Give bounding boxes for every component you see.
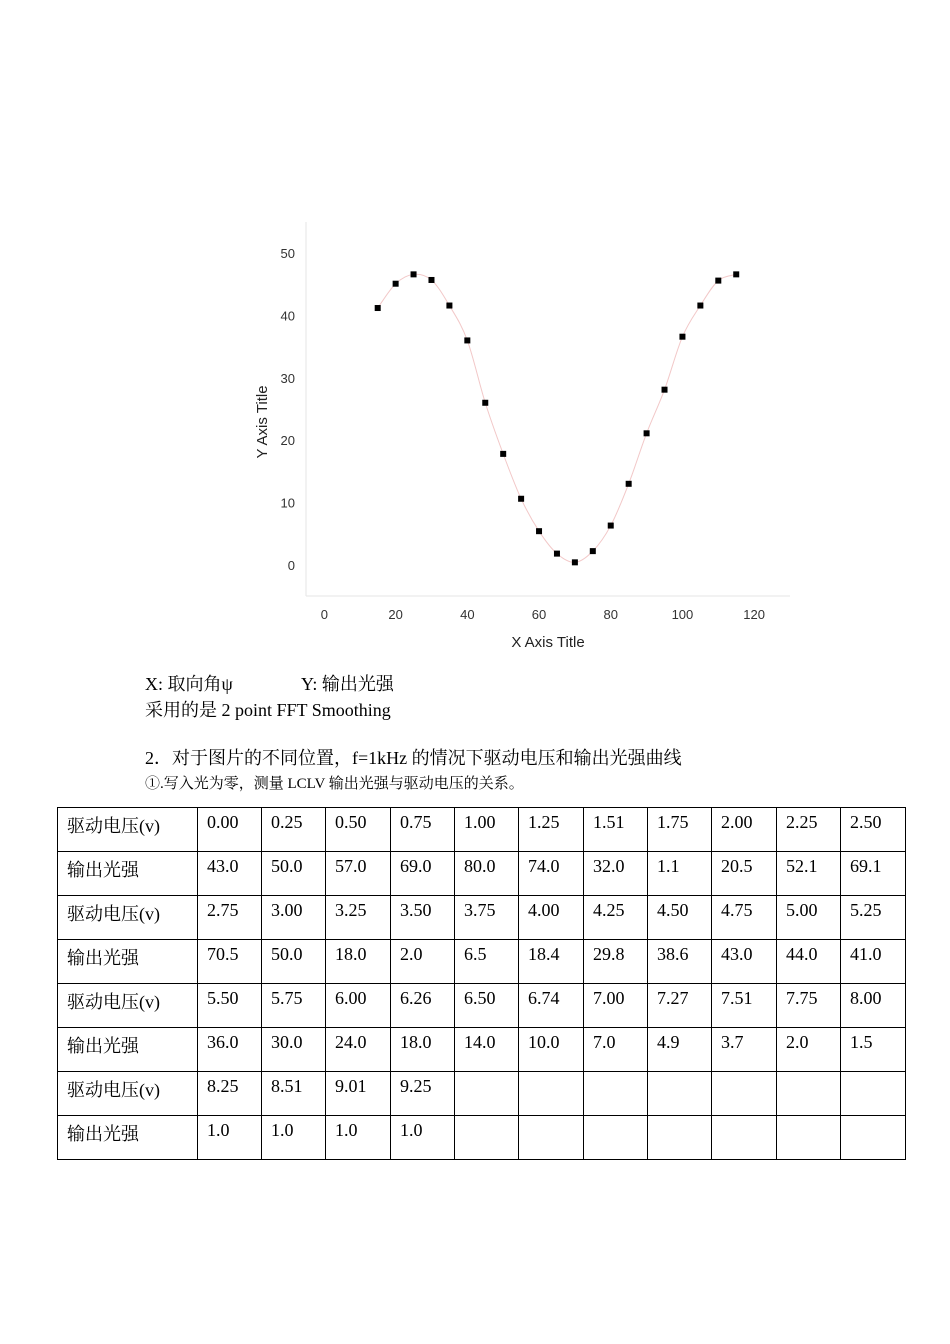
data-point [733,271,739,277]
row-header-cell: 驱动电压(v) [58,896,198,940]
table-cell: 2.50 [841,808,906,852]
table-cell: 1.0 [391,1116,455,1160]
table-cell: 0.75 [391,808,455,852]
table-row [58,940,906,984]
table-cell [584,1116,648,1160]
table-cell: 8.25 [198,1072,262,1116]
chart-ticks [281,246,765,622]
table-cell [519,1116,584,1160]
table-cell: 4.00 [519,896,584,940]
table-row [58,808,906,852]
table-cell: 57.0 [326,852,391,896]
table-cell: 18.4 [519,940,584,984]
table-cell: 7.51 [712,984,777,1028]
data-point [536,528,542,534]
x-tick-label: 40 [460,607,475,622]
voltage-intensity-table [57,807,906,1160]
smoothing-note: 采用的是 2 point FFT Smoothing [145,700,391,720]
table-cell: 3.50 [391,896,455,940]
table-cell: 6.26 [391,984,455,1028]
data-point [375,305,381,311]
data-point [393,281,399,287]
scatter-chart [0,0,950,670]
table-cell: 1.1 [648,852,712,896]
table-cell: 32.0 [584,852,648,896]
table-cell: 3.7 [712,1028,777,1072]
table-cell [777,1116,841,1160]
table-cell: 41.0 [841,940,906,984]
table-cell: 5.25 [841,896,906,940]
data-point [679,334,685,340]
data-point [608,523,614,529]
y-tick-label: 20 [280,433,295,449]
table-cell: 9.01 [326,1072,391,1116]
table-cell: 69.1 [841,852,906,896]
data-point [428,277,434,283]
table-cell: 1.0 [262,1116,326,1160]
table-cell: 6.5 [455,940,519,984]
table-cell [519,1072,584,1116]
section-heading: 2．对于图片的不同位置，f=1kHz 的情况下驱动电压和输出光强曲线 [145,748,682,768]
table-cell: 9.25 [391,1072,455,1116]
y-tick-label: 30 [280,370,295,386]
table-cell: 10.0 [519,1028,584,1072]
row-header-cell: 输出光强 [58,852,198,896]
table-row [58,1072,906,1116]
x-tick-label: 20 [388,607,403,622]
x-tick-label: 120 [743,607,765,622]
table-cell: 3.25 [326,896,391,940]
row-header-cell: 输出光强 [58,1028,198,1072]
table-cell: 5.00 [777,896,841,940]
table-cell: 4.75 [712,896,777,940]
x-caption: X: 取向角ψ [145,674,233,694]
row-header-cell: 输出光强 [58,1116,198,1160]
table-cell: 6.74 [519,984,584,1028]
table-cell: 36.0 [198,1028,262,1072]
x-tick-label: 0 [320,607,329,622]
table-cell: 29.8 [584,940,648,984]
table-cell: 30.0 [262,1028,326,1072]
table-cell [841,1116,906,1160]
table-cell: 7.27 [648,984,712,1028]
table-cell: 14.0 [455,1028,519,1072]
data-point [518,496,524,502]
row-header-cell: 驱动电压(v) [58,808,198,852]
data-point [590,548,596,554]
table-cell: 2.0 [777,1028,841,1072]
table-cell: 2.0 [391,940,455,984]
table-cell: 7.00 [584,984,648,1028]
table-row [58,1028,906,1072]
data-point [572,559,578,565]
data-point [662,387,668,393]
y-tick-label: 0 [287,557,295,573]
series-smooth-line [378,274,737,562]
table-cell: 5.75 [262,984,326,1028]
table-cell [584,1072,648,1116]
y-tick-label: 10 [280,495,295,511]
table-cell: 44.0 [777,940,841,984]
table-cell: 24.0 [326,1028,391,1072]
data-points [375,271,740,565]
table-cell: 74.0 [519,852,584,896]
table-cell: 2.25 [777,808,841,852]
table-cell: 52.1 [777,852,841,896]
table-cell: 50.0 [262,852,326,896]
table-cell: 4.9 [648,1028,712,1072]
table-cell [841,1072,906,1116]
x-tick-label: 100 [671,607,694,622]
data-point [626,481,632,487]
table-cell: 1.0 [326,1116,391,1160]
table-cell: 4.25 [584,896,648,940]
table-cell: 43.0 [712,940,777,984]
table-cell: 0.25 [262,808,326,852]
table-cell [648,1116,712,1160]
table-cell: 1.51 [584,808,648,852]
section-subheading: ①.写入光为零，测量 LCLV 输出光强与驱动电压的关系。 [145,776,524,792]
data-point [715,278,721,284]
table-cell: 70.5 [198,940,262,984]
row-header-cell: 驱动电压(v) [58,1072,198,1116]
row-header-cell: 驱动电压(v) [58,984,198,1028]
table-cell [712,1116,777,1160]
table-cell: 8.00 [841,984,906,1028]
table-cell [455,1116,519,1160]
table-cell: 6.00 [326,984,391,1028]
table-cell: 7.0 [584,1028,648,1072]
table-cell: 80.0 [455,852,519,896]
data-point [411,271,417,277]
table-cell [712,1072,777,1116]
table-cell: 69.0 [391,852,455,896]
table-cell [777,1072,841,1116]
row-header-cell: 输出光强 [58,940,198,984]
table-cell: 4.50 [648,896,712,940]
table-cell: 7.75 [777,984,841,1028]
data-point [644,430,650,436]
y-tick-label: 50 [280,246,295,262]
table-cell: 6.50 [455,984,519,1028]
table-cell: 50.0 [262,940,326,984]
y-caption: Y: 输出光强 [301,674,394,694]
table-cell [648,1072,712,1116]
table-cell: 1.75 [648,808,712,852]
table-cell: 3.00 [262,896,326,940]
smoothed-curve [378,274,737,562]
table-row [58,852,906,896]
table-cell: 18.0 [391,1028,455,1072]
data-point [464,337,470,343]
table-cell: 1.5 [841,1028,906,1072]
data-point [554,551,560,557]
data-point [446,303,452,309]
y-tick-label: 40 [280,308,295,324]
table-cell [455,1072,519,1116]
table-cell: 1.0 [198,1116,262,1160]
table-cell: 2.75 [198,896,262,940]
x-tick-label: 80 [603,607,618,622]
table-cell: 38.6 [648,940,712,984]
table-cell: 3.75 [455,896,519,940]
table-cell: 1.00 [455,808,519,852]
table-cell: 43.0 [198,852,262,896]
data-point [482,400,488,406]
data-point [697,303,703,309]
table-cell: 2.00 [712,808,777,852]
table-cell: 0.50 [326,808,391,852]
x-tick-label: 60 [531,607,547,622]
y-axis-title: Y Axis Title [254,385,271,459]
table-cell: 5.50 [198,984,262,1028]
x-axis-title: X Axis Title [511,634,585,651]
table-row [58,984,906,1028]
table-row [58,1116,906,1160]
table-cell: 18.0 [326,940,391,984]
data-point [500,451,506,457]
table-row [58,896,906,940]
table-cell: 1.25 [519,808,584,852]
table-cell: 8.51 [262,1072,326,1116]
table-cell: 20.5 [712,852,777,896]
table-cell: 0.00 [198,808,262,852]
